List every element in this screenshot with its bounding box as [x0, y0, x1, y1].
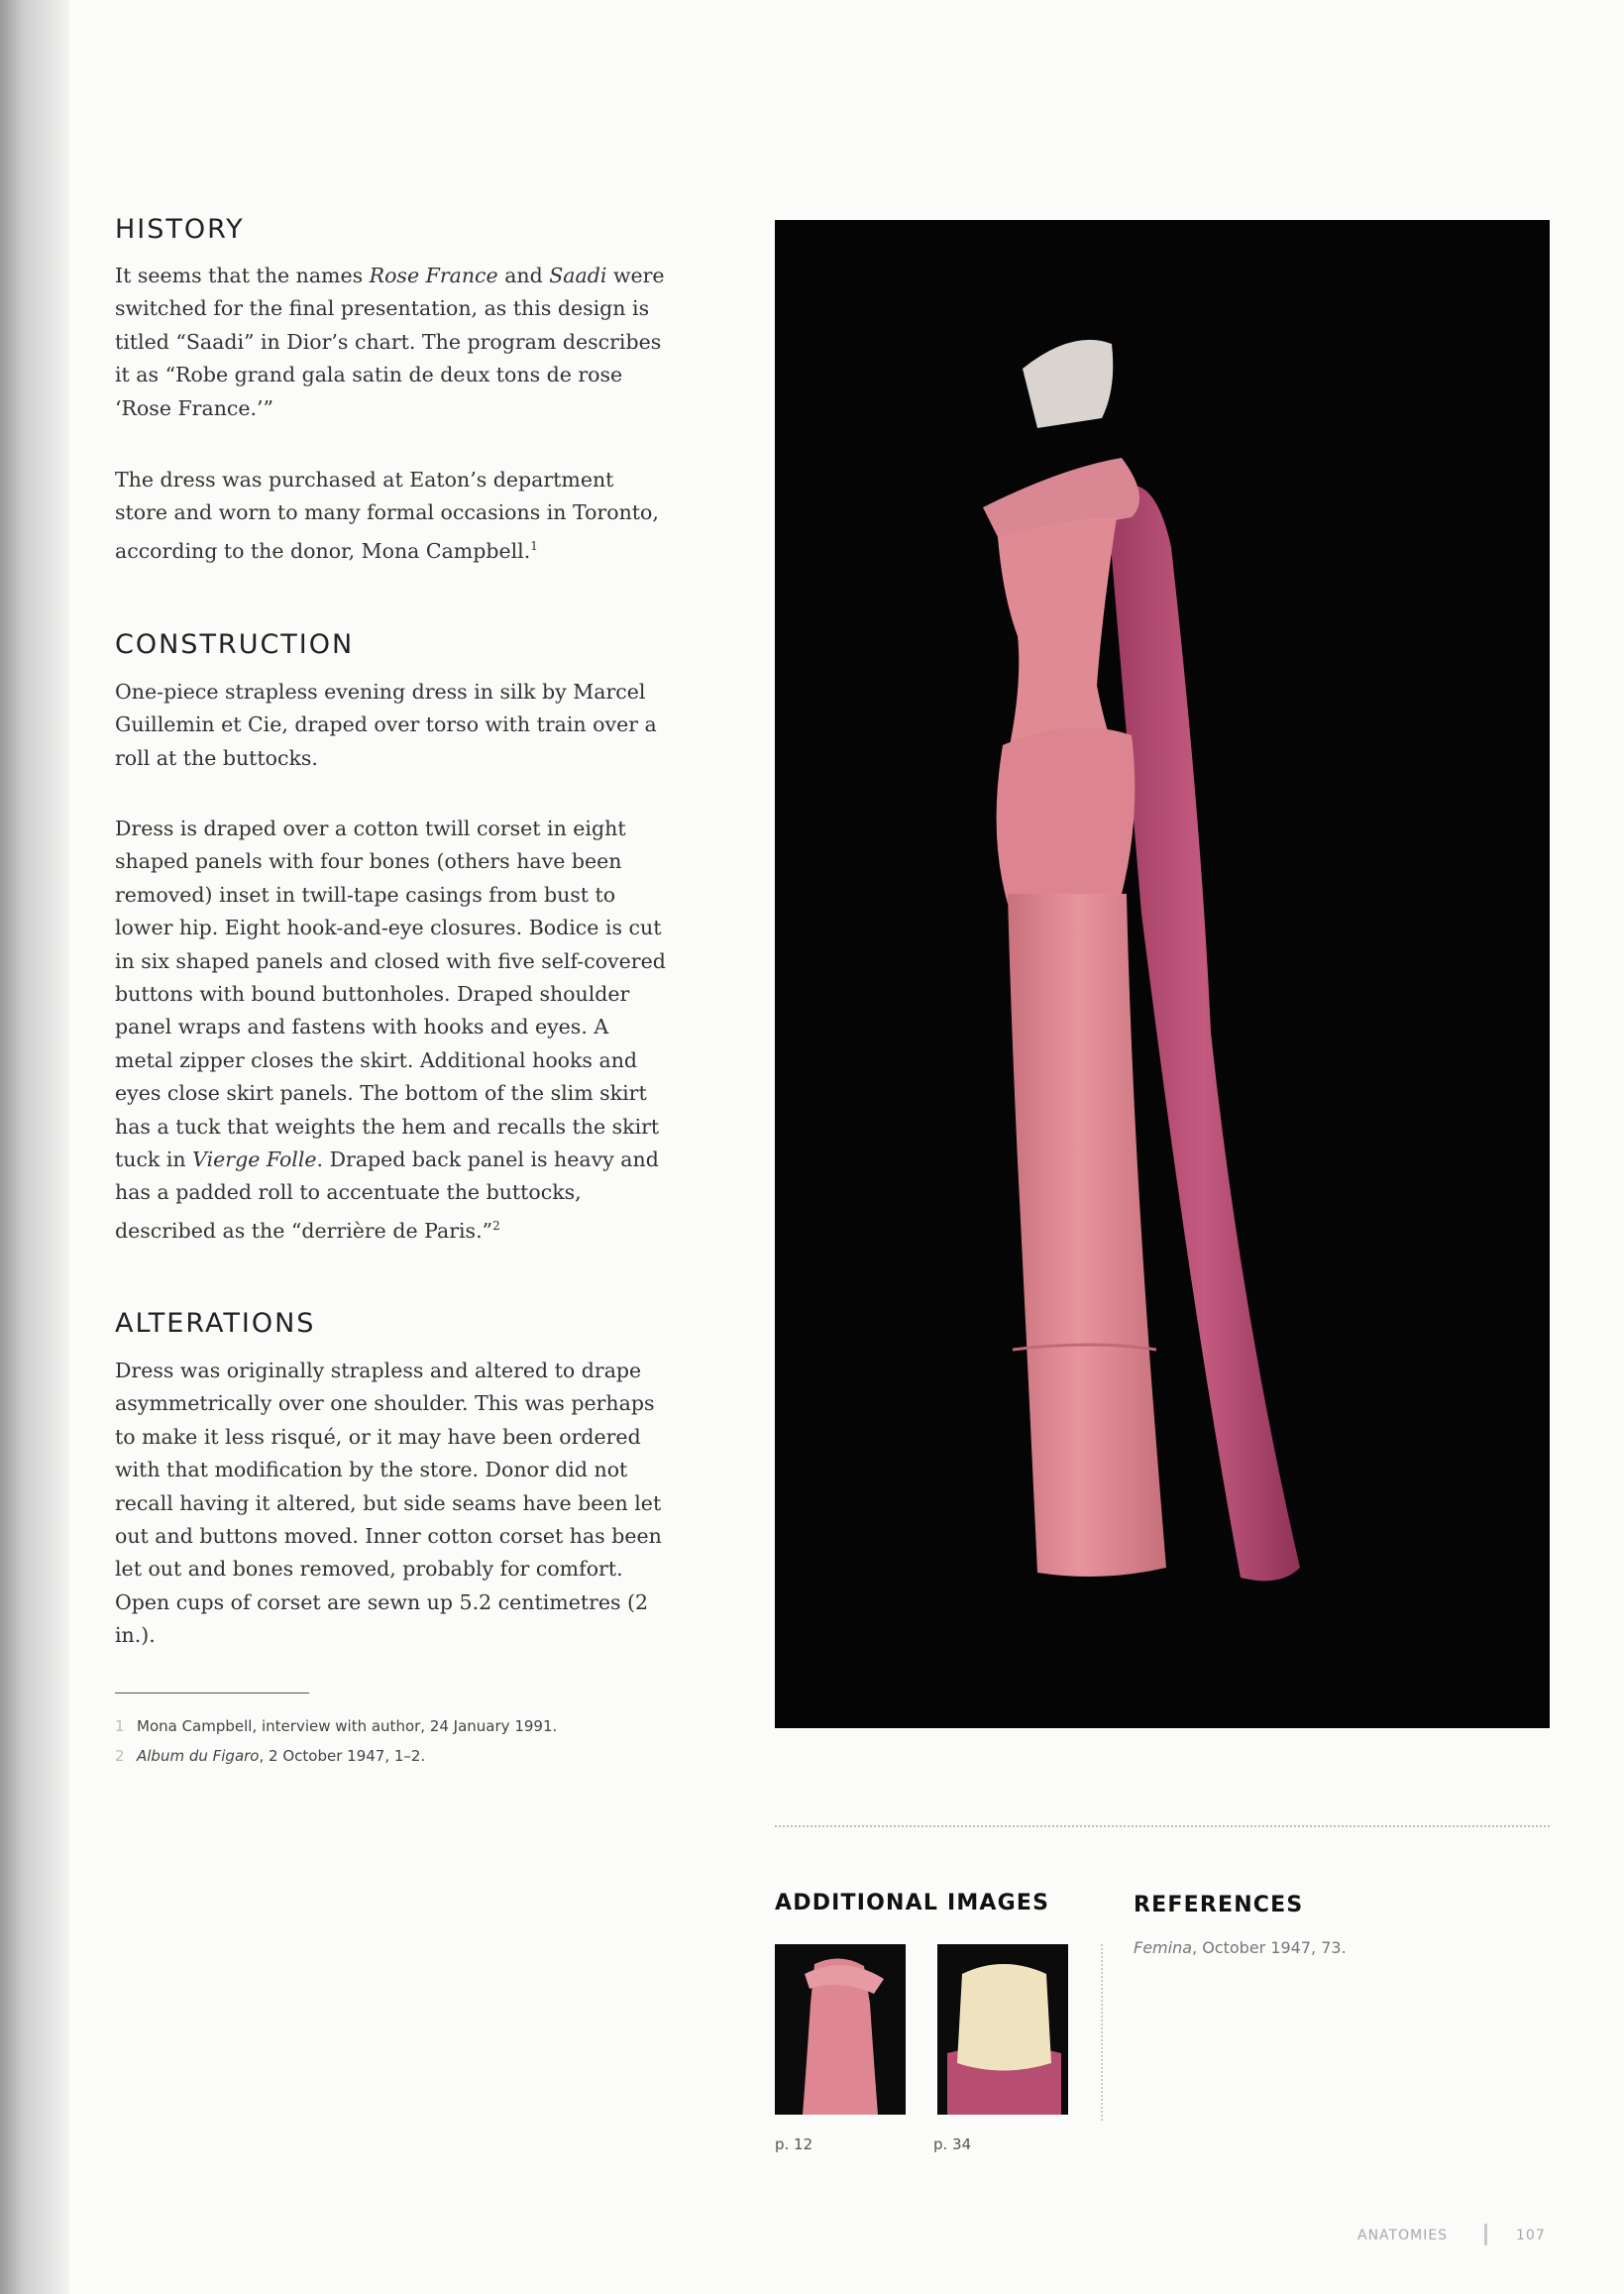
- thumbnail-inner-corset[interactable]: [937, 1944, 1068, 2115]
- footnote-1: 1 Mona Campbell, interview with author, 24 January 1991.: [115, 1717, 558, 1735]
- thumbnail-front-image: [775, 1944, 906, 2115]
- thumbnail-2-caption: p. 34: [933, 2135, 972, 2153]
- alterations-paragraph: Dress was originally strapless and altered to drape asymmetrically over one shoulder. This was perhaps to make it less risqué, or it may have been ordered with that modification by the store. Donor did not recall having it altered, but side seams have been let out and buttons moved. Inner cotton corset has been let out and bones removed, probably for comfort. Open cups of corset are sewn up 5.2 centimetres (2 in.).: [115, 1359, 662, 1648]
- running-footer-section: ANATOMIES: [1357, 2228, 1449, 2243]
- footer-divider: [1484, 2224, 1487, 2245]
- column-divider: [1101, 1944, 1103, 2121]
- construction-paragraph-2: Dress is draped over a cotton twill corset in eight shaped panels with four bones (others have been removed) inset in twill-tape casings from bust to lower hip. Eight hook-and-eye closures. Bodice is cut in six shaped panels and closed with five self-covered buttons with bound buttonholes. Draped shoulder panel wraps and fastens with hooks and eyes. A metal zipper closes the skirt. Additional hooks and eyes close skirt panels. The bottom of the slim skirt has a tuck that weights the hem and recalls the skirt tuck in Vierge Folle. Draped back panel is heavy and has a padded roll to accentuate the buttocks, described as the “derrière de Paris.”$^2$: [115, 817, 666, 1243]
- page-gutter-shadow: [0, 0, 69, 2294]
- dress-illustration: [775, 220, 1550, 1728]
- additional-images-heading: ADDITIONAL IMAGES: [775, 1891, 1050, 1915]
- dress-photograph: [775, 220, 1550, 1728]
- section-divider: [775, 1825, 1550, 1827]
- thumbnail-front-view[interactable]: [775, 1944, 906, 2115]
- history-heading: HISTORY: [115, 214, 245, 245]
- reference-entry: Femina, October 1947, 73.: [1134, 1938, 1347, 1957]
- page-number: 107: [1516, 2228, 1546, 2243]
- references-heading: REFERENCES: [1134, 1893, 1304, 1917]
- thumbnail-corset-image: [937, 1944, 1068, 2115]
- history-paragraph-2: The dress was purchased at Eaton’s department store and worn to many formal occasions in Toronto, according to the donor, Mona Campbell.$^1$: [115, 468, 659, 563]
- alterations-heading: ALTERATIONS: [115, 1308, 316, 1339]
- construction-paragraph-1: One-piece strapless evening dress in silk by Marcel Guillemin et Cie, draped over torso with train over a roll at the buttocks.: [115, 680, 657, 770]
- history-paragraph-1: It seems that the names Rose France and Saadi were switched for the final presentation, as this design is titled “Saadi” in Dior’s chart. The program describes it as “Robe grand gala satin de deux tons de rose ‘Rose France.’”: [115, 264, 665, 420]
- footnote-2: 2 Album du Figaro, 2 October 1947, 1–2.: [115, 1747, 426, 1765]
- footnotes: [115, 1711, 670, 1771]
- thumbnail-1-caption: p. 12: [775, 2135, 813, 2153]
- construction-heading: CONSTRUCTION: [115, 629, 355, 660]
